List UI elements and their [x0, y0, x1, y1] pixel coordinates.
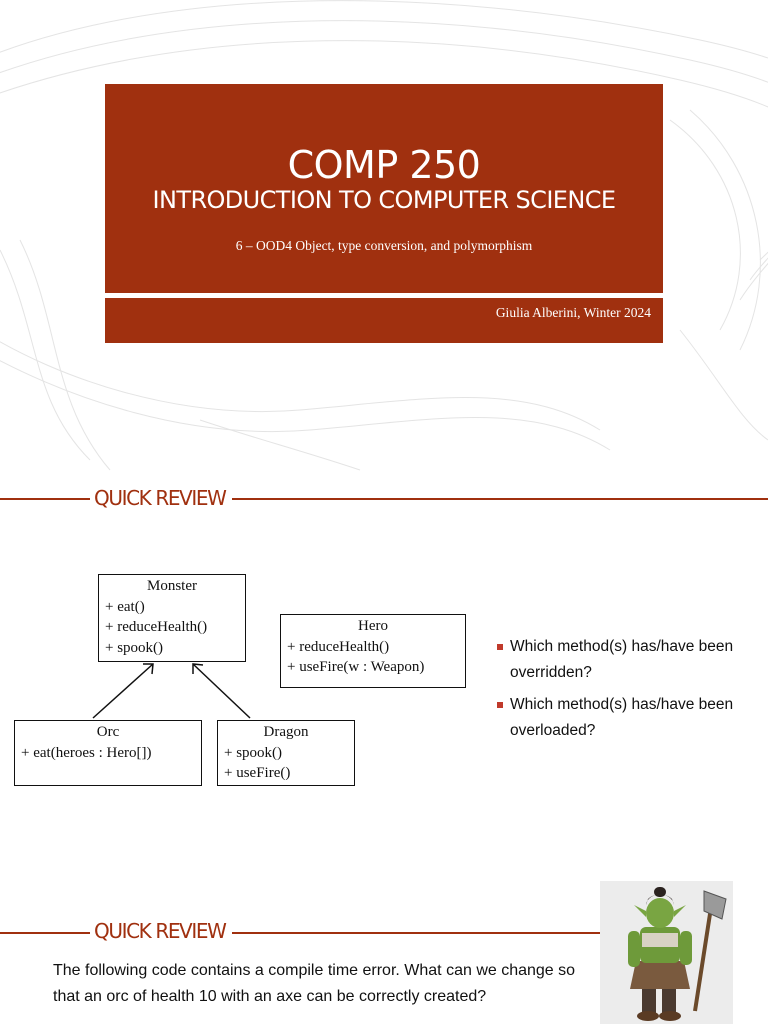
- uml-class-dragon: [217, 720, 355, 786]
- uml-class-hero: [280, 614, 466, 688]
- course-subtitle: INTRODUCTION TO COMPUTER SCIENCE: [152, 186, 616, 214]
- uml-member: + reduceHealth(): [287, 638, 390, 655]
- course-title: COMP 250: [287, 143, 481, 187]
- orc-image: [600, 881, 733, 1024]
- uml-member: + useFire(): [224, 765, 291, 781]
- orc-illustration: [600, 881, 733, 1024]
- question-item: [497, 634, 767, 686]
- section-title-quick-review: QUICK REVIEW: [90, 486, 229, 510]
- uml-member: + useFire(w : Weapon): [287, 659, 425, 675]
- uml-class-name: Dragon: [263, 724, 309, 740]
- uml-class-name: Hero: [358, 618, 388, 634]
- problem-statement: The following code contains a compile time error. What can we change so that an orc of health 10 with an axe can be correctly created?: [53, 962, 576, 1005]
- uml-member: + spook(): [224, 744, 283, 761]
- bullet-icon: [497, 644, 503, 650]
- section-title-quick-review: QUICK REVIEW: [90, 919, 229, 943]
- uml-member: + spook(): [105, 639, 164, 656]
- uml-class-monster: [98, 574, 246, 662]
- section-divider-right: [232, 932, 602, 934]
- question-text: Which method(s) has/have been overloaded?: [510, 696, 734, 739]
- uml-class-name: Monster: [147, 578, 197, 594]
- review-questions: [497, 634, 767, 750]
- bullet-icon: [497, 702, 503, 708]
- author-line: Giulia Alberini, Winter 2024: [495, 305, 651, 320]
- uml-class-name: Orc: [96, 724, 120, 740]
- question-text: Which method(s) has/have been overridden?: [510, 638, 734, 681]
- lecture-topic: 6 – OOD4 Object, type conversion, and polymorphism: [235, 238, 533, 253]
- section-divider-left: [0, 932, 90, 934]
- uml-member: + eat(heroes : Hero[]): [21, 744, 152, 761]
- uml-class-orc: [14, 720, 202, 786]
- uml-member: + eat(): [105, 598, 145, 615]
- uml-member: + reduceHealth(): [105, 619, 208, 635]
- question-item: [497, 692, 767, 744]
